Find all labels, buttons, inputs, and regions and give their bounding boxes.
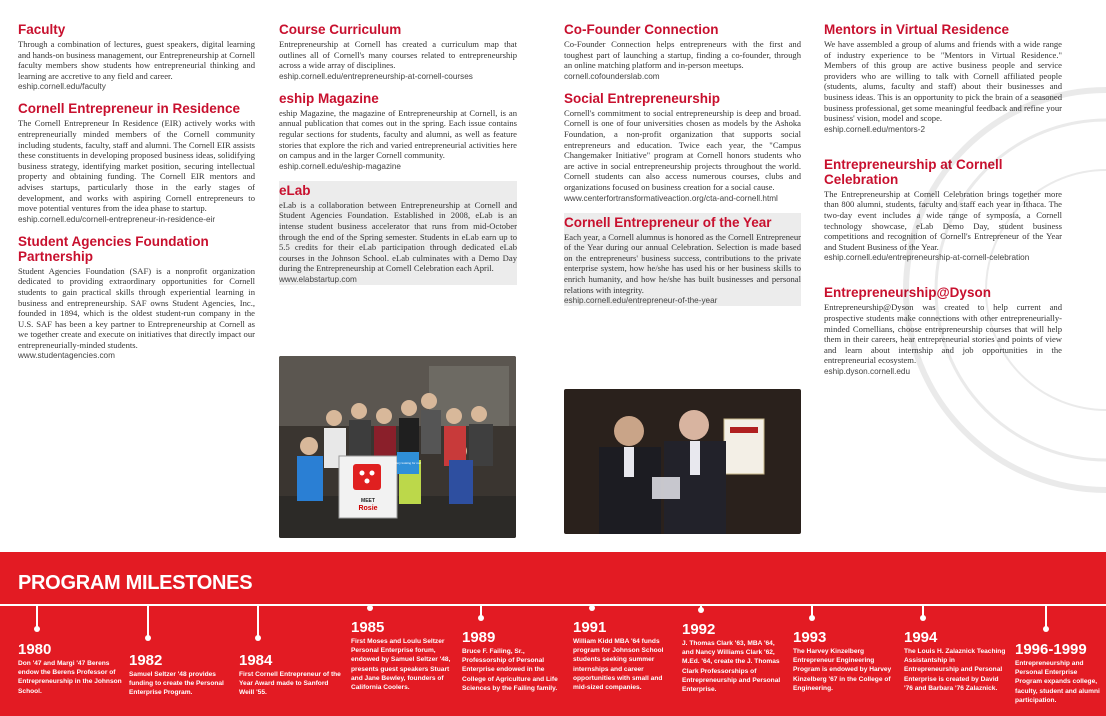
eir-body: The Cornell Entrepreneur In Residence (EIR) actively works with entrepreneurially minded members of the Cornell community including students, faculty, staff and alumni. The Cornell EIR assists these constituents in developing proposed business ideas, solidifying business strategy, identifying market position, securing intellectual property and obtaining funding. The Cornell EIR mentors and advises startups, particularly those in the early stages of development, and works with aspiring Cornell entrepreneurs to move potential ventures from the idea phase to startup. [18,118,255,214]
award-photo [564,389,801,534]
curriculum-heading: Course Curriculum [279,22,402,37]
milestone-1985 [351,620,453,692]
cofounder-body: Co-Founder Connection helps entrepreneurs with the first and toughest part of launching a startup, finding a co-founder, through an online matching platform and in-person meetups. [564,39,801,71]
sign-text-line1: MEET [361,498,375,504]
milestone-text: The Harvey Kinzelberg Entrepreneur Engineering Program is endowed by Harvey Kinzelberg '67 in the College of Engineering. [793,648,892,692]
dyson-body: Entrepreneurship@Dyson was created to help current and prospective students make connections with other entrepreneurially-minded Cornellians, choose entrepreneurship courses that will help them in their careers, hear entrepreneurial stories and points of view and learn about internship and job opportunities in the entrepreneurial ecosystem. [824,302,1062,366]
award-photo-image [564,389,801,534]
elab-team-photo-image [279,356,516,538]
social-heading: Social Entrepreneurship [564,90,721,106]
section-magazine [279,91,517,172]
milestone-1991 [573,620,677,692]
magazine-heading: eship Magazine [279,90,379,106]
dyson-heading: Entrepreneurship@Dyson [824,285,991,301]
section-eir [18,101,255,224]
saf-body: Student Agencies Foundation (SAF) is a nonprofit organization dedicated to providing extraordinary opportunities for Cornell students to gain practical skills through experiential learning in business and entrepreneurship. SAF owns Student Agencies, Inc., founded in 1894, which is the oldest student-run company in the U.S. SAF has been a key partner to Entrepreneurship at Cornell as we together create and execute on initiatives that directly impact our entrepreneurially-minded students. [18,265,255,350]
elab-link[interactable]: www.elabstartup.com [279,274,357,284]
cofounder-link[interactable]: cornell.cofounderslab.com [564,71,660,81]
column-2 [279,22,517,294]
milestone-text: J. Thomas Clark '63, MBA '64, and Nancy Williams Clark '62, M.Ed. '64, create the J. Thomas Clark Professorships of Entrepreneurship and Personal Enterprise. [682,640,781,694]
elab-team-photo [279,356,516,538]
milestone-year: 1989 [462,629,496,646]
social-link[interactable]: www.centerfortransformativeaction.org/cta-and-cornell.html [564,193,778,203]
section-eoy [564,213,801,307]
sign-tag: Very looking for me! [394,461,422,465]
milestone-1980 [18,642,123,696]
cofounder-heading: Co-Founder Connection [564,22,719,37]
milestones-title: PROGRAM MILESTONES [18,572,253,594]
section-elab [279,181,517,285]
seal-watermark [876,40,1106,540]
section-curriculum [279,22,517,82]
eir-heading: Cornell Entrepreneur in Residence [18,101,241,117]
milestone-1982 [129,653,229,698]
milestone-year: 1991 [573,619,607,636]
column-3 [564,22,801,315]
saf-link[interactable]: www.studentagencies.com [18,351,115,361]
milestone-1989 [462,630,568,693]
milestone-1996-1999 [1015,642,1105,705]
milestone-1992 [682,622,786,694]
milestone-text: First Moses and Loulu Seltzer Personal Enterprise forum, endowed by Samuel Seltzer '48, presents guest speakers Stuart and Jane Bewley, founders of California Coolers. [351,638,451,692]
milestone-text: The Louis H. Zalaznick Teaching Assistantship in Entrepreneurship and Personal Enterprise is created by David '76 and Barbara '76 Zalaznick. [904,648,1006,692]
mentors-heading: Mentors in Virtual Residence [824,22,1010,37]
section-social [564,91,801,204]
sign-text-line2: Rosie [358,505,378,512]
celebration-body: The Entrepreneurship at Cornell Celebration brings together more than 800 alumni, students, faculty and staff each year in Ithaca. The two-day event includes a wide range of symposia, a Cornell technology showcase, eLab Demo Day, student business competitions and recognition of Cornell's Entrepreneur of the Year and Student Business of the Year. [824,188,1062,252]
milestone-text: First Cornell Entrepreneur of the Year Award made to Sanford Weill '55. [239,671,341,697]
section-cofounder [564,22,801,82]
elab-heading: eLab [279,182,311,198]
milestone-year: 1994 [904,629,938,646]
section-saf [18,234,255,362]
milestone-year: 1985 [351,619,385,636]
curriculum-link[interactable]: eship.cornell.edu/entrepreneurship-at-cornell-courses [279,71,473,81]
eoy-link[interactable]: eship.cornell.edu/entrepreneur-of-the-year [564,296,718,306]
faculty-heading: Faculty [18,22,66,37]
milestone-year: 1992 [682,621,716,638]
milestone-text: William Kidd MBA '64 funds program for Johnson School students seeking summer internships and career opportunities with small and mid-sized companies. [573,638,664,692]
milestone-text: Samuel Seltzer '48 provides funding to create the Personal Enterprise Program. [129,671,224,697]
milestone-text: Don '47 and Margi '47 Berens endow the Berens Professor of Entrepreneurship in the Johnson School. [18,660,122,695]
milestone-year: 1982 [129,652,163,669]
mentors-body: We have assembled a group of alums and friends with a wide range of industry experience to be "Mentors in Virtual Residence." Members of this group are active business people and service providers who are willing to talk with Cornell affiliated people (students, alums, faculty and staff) about their businesses and business ideas. This is an opportunity to pick the brain of a seasoned business professional, get some meaningful feedback and refine your business' vision, model and scope. [824,39,1062,124]
celebration-link[interactable]: eship.cornell.edu/entrepreneurship-at-cornell-celebration [824,253,1030,263]
faculty-body: Through a combination of lectures, guest speakers, digital learning and hands-on business management, our Entrepreneurship at Cornell faculty members show students how entrepreneurial thinking and learning are accretive to any field and career. [18,39,255,81]
saf-heading: Student Agencies Foundation Partnership [18,233,209,264]
milestone-year: 1984 [239,652,273,669]
eoy-body: Each year, a Cornell alumnus is honored as the Cornell Entrepreneur of the Year during our annual Celebration. Selection is made based on the entrepreneurs' business success, contributions to the private enterprise system, how he/she has used his or her business skills to enrich humanity, and how he/she has built businesses and personal relations with integrity. [564,231,801,295]
milestone-year: 1993 [793,629,827,646]
milestone-1994 [904,630,1008,693]
milestone-year: 1996-1999 [1015,641,1087,658]
milestone-1993 [793,630,899,693]
eoy-heading: Cornell Entrepreneur of the Year [564,214,772,230]
dyson-link[interactable]: eship.dyson.cornell.edu [824,366,911,376]
social-body: Cornell's commitment to social entrepreneurship is deep and broad. Cornell is one of four universities chosen as models by the Ashoka Foundation, a non-profit organization that supports social entrepreneurs and education. Twice each year, the "Campus Changemaker Initiative" program at Cornell honors students who are active in social entrepreneurship projects throughout the world. Cornell students can also access numerous courses, clubs and organizations focused on business creation for a social cause. [564,107,801,192]
milestone-1984 [239,653,343,698]
eir-link[interactable]: eship.cornell.edu/cornell-entrepreneur-in-residence-eir [18,214,216,224]
milestone-year: 1980 [18,641,52,658]
celebration-heading: Entrepreneurship at Cornell Celebration [824,156,1003,187]
magazine-body: eship Magazine, the magazine of Entrepreneurship at Cornell, is an annual publication that comes out in the spring. Each issue contains regular sections for students, faculty and alumni, as well as feature stories that explore the rich and varied entrepreneurial activities here on campus and in the larger Cornell community. [279,107,517,161]
magazine-link[interactable]: eship.cornell.edu/eship-magazine [279,161,401,171]
column-1 [18,22,255,370]
section-faculty [18,22,255,92]
timeline-line [0,604,1106,606]
curriculum-body: Entrepreneurship at Cornell has created a curriculum map that outlines all of Cornell's many courses related to entrepreneurship across a wide array of disciplines. [279,39,517,71]
faculty-link[interactable]: eship.cornell.edu/faculty [18,82,106,92]
milestone-text: Bruce F. Failing, Sr., Professorship of Personal Enterprise endowed in the College of Agriculture and Life Sciences by the Failing family. [462,648,558,692]
mentors-link[interactable]: eship.cornell.edu/mentors-2 [824,124,926,134]
milestone-text: Entrepreneurship and Personal Enterprise Program expands college, faculty, student and alumni participation. [1015,660,1100,704]
elab-body: eLab is a collaboration between Entrepreneurship at Cornell and Student Agencies Foundation. Established in 2008, eLab is an intense student business accelerator that runs from mid-October through the end of the Spring semester. Students in eLab earn up to 5.5 credits for their eLab participation through dedicated eLab courses in the Johnson School. eLab culminates with a Demo Day during the Entrepreneurship at Cornell Celebration each April. [279,199,517,274]
